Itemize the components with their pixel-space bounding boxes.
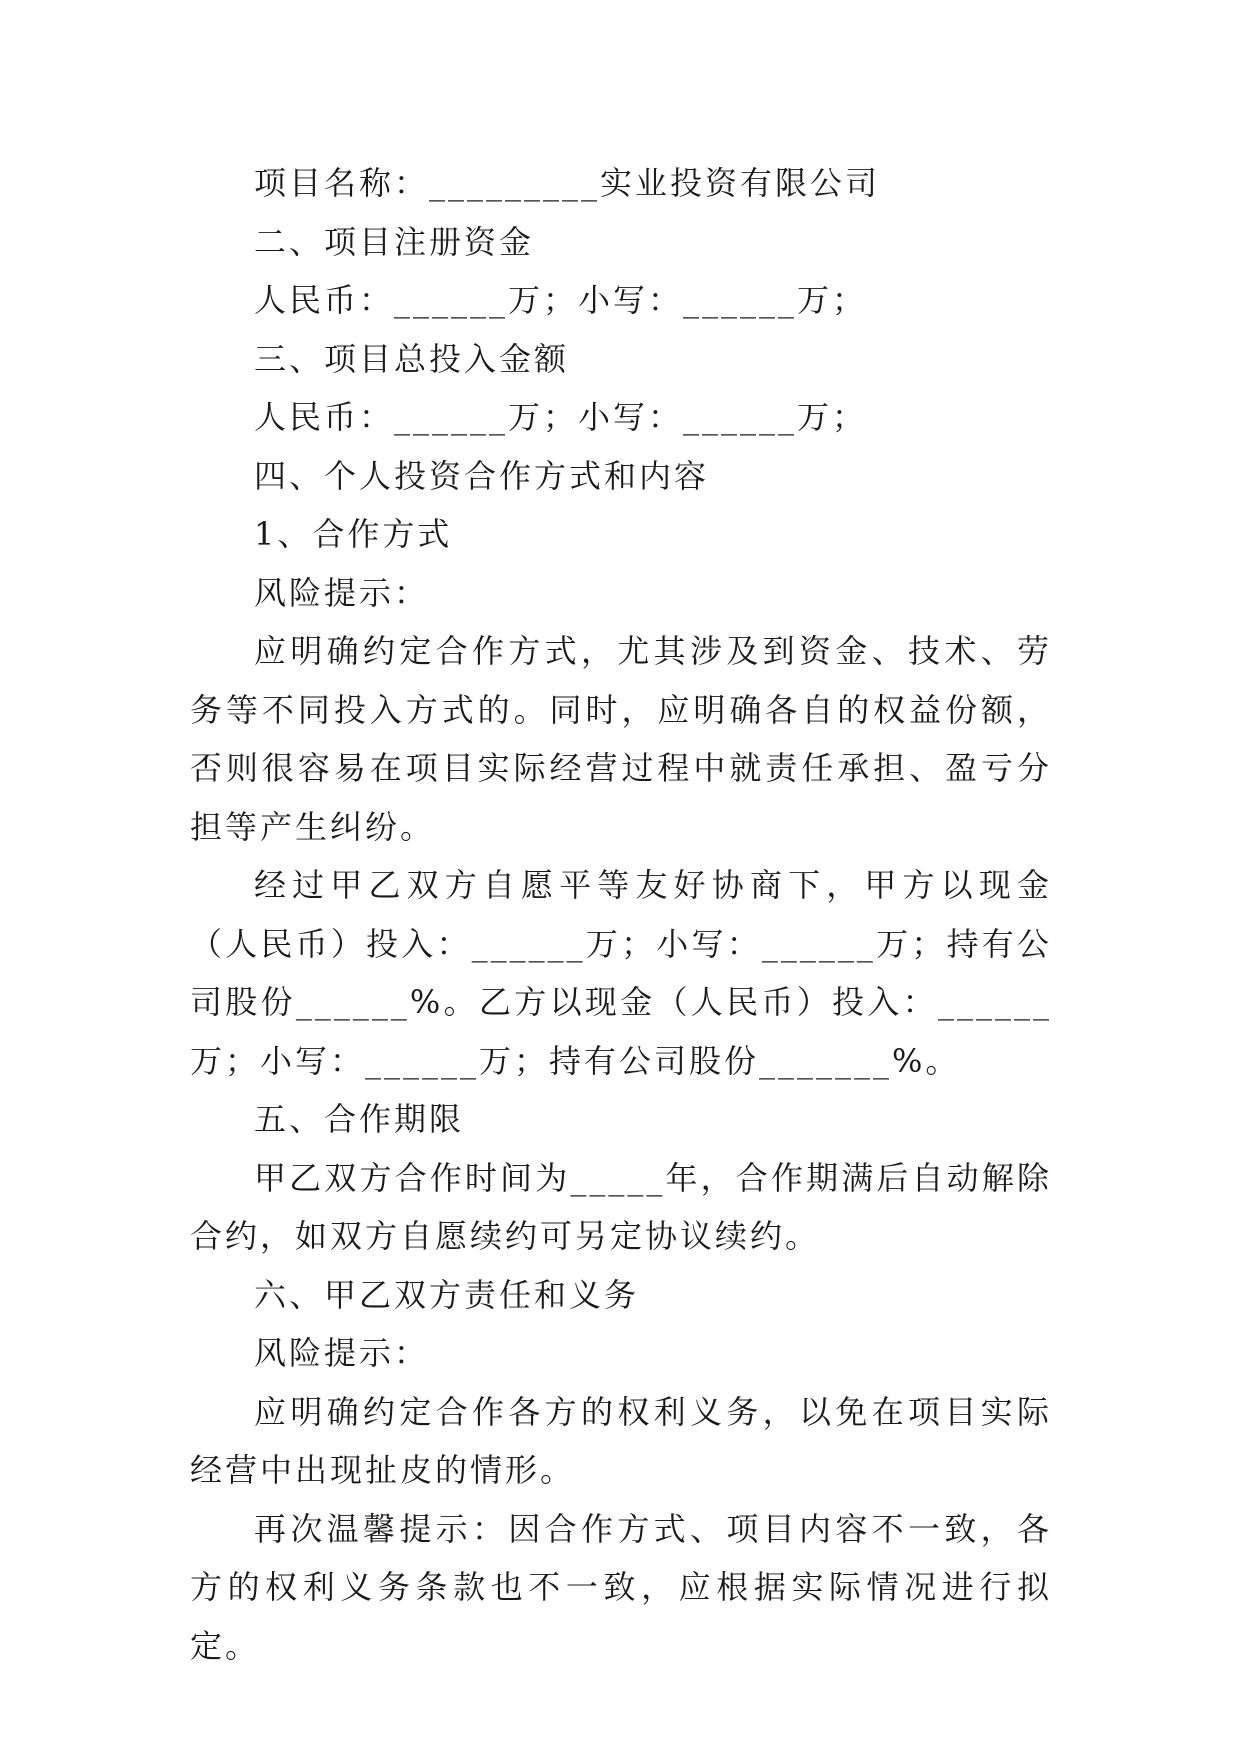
project-name-line: 项目名称：_________实业投资有限公司 <box>254 164 881 202</box>
responsibilities-notice-paragraph: 应明确约定合作各方的权利义务，以免在项目实际经营中出现扯皮的情形。 <box>190 1392 1052 1489</box>
subheading-cooperation-method: 1、合作方式 <box>254 515 453 553</box>
registered-capital-amount-line: 人民币：______万；小写：______万； <box>254 281 868 319</box>
investment-terms-paragraph: 经过甲乙双方自愿平等友好协商下，甲方以现金（人民币）投入：______万；小写：______万；持有公司股份______%。乙方以现金（人民币）投入：______万；小写：______万；持有公司股份_______%。 <box>190 866 1052 1080</box>
document-page <box>190 154 1052 1675</box>
risk-notice-label-2: 风险提示： <box>254 1334 430 1372</box>
section-heading-cooperation-method: 四、个人投资合作方式和内容 <box>254 456 710 495</box>
risk-notice-paragraph: 应明确约定合作方式，尤其涉及到资金、技术、劳务等不同投入方式的。同时，应明确各自的权益份额，否则很容易在项目实际经营过程中就责任承担、盈亏分担等产生纠纷。 <box>190 632 1052 846</box>
section-heading-total-investment: 三、项目总投入金额 <box>254 339 570 378</box>
warm-reminder-paragraph: 再次温馨提示：因合作方式、项目内容不一致，各方的权利义务条款也不一致，应根据实际情况进行拟定。 <box>190 1509 1052 1665</box>
risk-notice-label: 风险提示： <box>254 573 430 612</box>
section-heading-responsibilities: 六、甲乙双方责任和义务 <box>254 1275 640 1314</box>
cooperation-term-paragraph: 甲乙双方合作时间为_____年，合作期满后自动解除合约，如双方自愿续约可另定协议续约。 <box>190 1158 1052 1255</box>
section-heading-registered-capital: 二、项目注册资金 <box>254 222 535 261</box>
total-investment-amount-line: 人民币：______万；小写：______万； <box>254 398 868 436</box>
section-heading-cooperation-term: 五、合作期限 <box>254 1100 465 1138</box>
